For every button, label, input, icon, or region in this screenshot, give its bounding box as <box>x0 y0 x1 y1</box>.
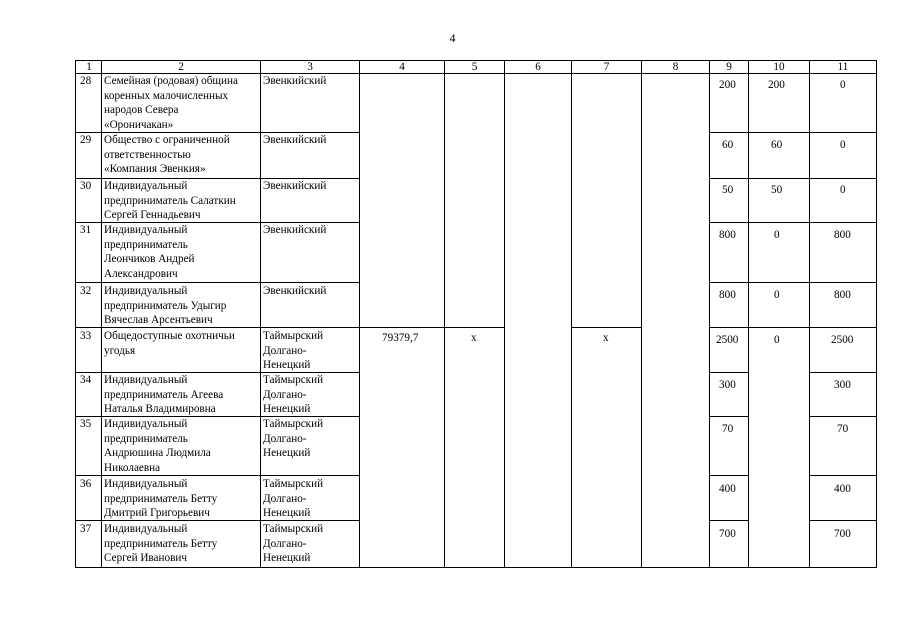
table-row-col4: 79379,7 <box>382 332 419 344</box>
table-row-col11: 800 <box>834 229 851 241</box>
table-row-col10: 200 <box>768 79 785 91</box>
table-row-col11: 800 <box>834 289 851 301</box>
table-row-col9: 2500 <box>716 334 739 346</box>
header-col-5: 5 <box>471 61 478 73</box>
table-row-number: 36 <box>80 478 92 490</box>
table-row-col9: 800 <box>719 289 736 301</box>
table-row-number: 37 <box>80 523 92 535</box>
table-row-district: Таймырский Долгано- Ненецкий <box>263 478 324 520</box>
table-row-col11: 70 <box>837 423 849 435</box>
table-row-col5: х <box>471 332 477 344</box>
table-row-col11: 300 <box>834 379 851 391</box>
table-row-col9: 70 <box>722 423 734 435</box>
table-row-name: Индивидуальный предприниматель Леончиков Андрей Александрович <box>104 224 195 280</box>
table-row-district: Эвенкийский <box>263 180 327 192</box>
table-row-col9: 60 <box>722 139 734 151</box>
table-row-col9: 700 <box>719 528 736 540</box>
table-row-name: Общедоступные охотничьи угодья <box>104 330 235 357</box>
page-number: 4 <box>449 31 456 45</box>
table-row-col9: 300 <box>719 379 736 391</box>
table-row-district: Эвенкийский <box>263 134 327 146</box>
header-col-11: 11 <box>837 61 849 73</box>
table-row-number: 28 <box>80 75 92 87</box>
table-row-col10: 60 <box>771 139 783 151</box>
header-col-10: 10 <box>773 61 785 73</box>
table-row-col10: 0 <box>774 334 780 346</box>
table-row-number: 35 <box>80 418 92 430</box>
header-col-7: 7 <box>603 61 610 73</box>
table-row-district: Эвенкийский <box>263 285 327 297</box>
header-col-2: 2 <box>178 61 184 73</box>
table-row-col9: 800 <box>719 229 736 241</box>
header-col-6: 6 <box>535 61 541 73</box>
table-row-district: Эвенкийский <box>263 224 327 236</box>
table-row-number: 32 <box>80 285 92 297</box>
table-row-col9: 50 <box>722 184 734 196</box>
table-row-name: Индивидуальный предприниматель Бетту Сергей Иванович <box>104 523 218 565</box>
table-row-name: Индивидуальный предприниматель Бетту Дмитрий Григорьевич <box>104 478 218 520</box>
header-col-9: 9 <box>726 61 732 73</box>
header-col-8: 8 <box>672 61 679 73</box>
table-row-district: Таймырский Долгано- Ненецкий <box>263 330 324 372</box>
table-row-col9: 200 <box>719 79 736 91</box>
table-row-number: 29 <box>80 134 92 146</box>
table-row-number: 33 <box>80 330 92 342</box>
table-row-name: Индивидуальный предприниматель Салаткин Сергей Геннадьевич <box>104 180 236 222</box>
header-col-3: 3 <box>307 61 313 73</box>
table-row-name: Индивидуальный предприниматель Удыгир Вячеслав Арсентьевич <box>104 285 227 327</box>
table-row-name: Индивидуальный предприниматель Агеева Наталья Владимировна <box>104 374 224 416</box>
table-row-col10: 50 <box>771 184 783 196</box>
table-row-col10: 0 <box>774 289 780 301</box>
table-row-district: Таймырский Долгано- Ненецкий <box>263 374 324 416</box>
table-row-name: Индивидуальный предприниматель Андрюшина Людмила Николаевна <box>104 418 211 474</box>
table-row-name: Семейная (родовая) община коренных малочисленных народов Севера «Ороничакан» <box>104 75 238 131</box>
table-row-col11: 700 <box>834 528 851 540</box>
table-row-name: Общество с ограниченной ответственностью «Компания Эвенкия» <box>104 134 230 176</box>
header-col-1: 1 <box>86 61 92 73</box>
table-row-col11: 0 <box>840 139 846 151</box>
table-row-district: Таймырский Долгано- Ненецкий <box>263 418 324 460</box>
table-row-number: 34 <box>80 374 92 386</box>
table-row-col7: х <box>603 332 609 344</box>
table-row-number: 30 <box>80 180 92 192</box>
table-row-number: 31 <box>80 224 92 236</box>
header-col-4: 4 <box>399 61 405 73</box>
table-row-col10: 0 <box>774 229 780 241</box>
table-row-district: Таймырский Долгано- Ненецкий <box>263 523 324 565</box>
table-row-col11: 2500 <box>831 334 854 346</box>
table-row-col11: 0 <box>840 184 846 196</box>
table-row-col11: 0 <box>840 79 846 91</box>
table-row-col11: 400 <box>834 483 851 495</box>
table-row-district: Эвенкийский <box>263 75 327 87</box>
table-row-col9: 400 <box>719 483 736 495</box>
